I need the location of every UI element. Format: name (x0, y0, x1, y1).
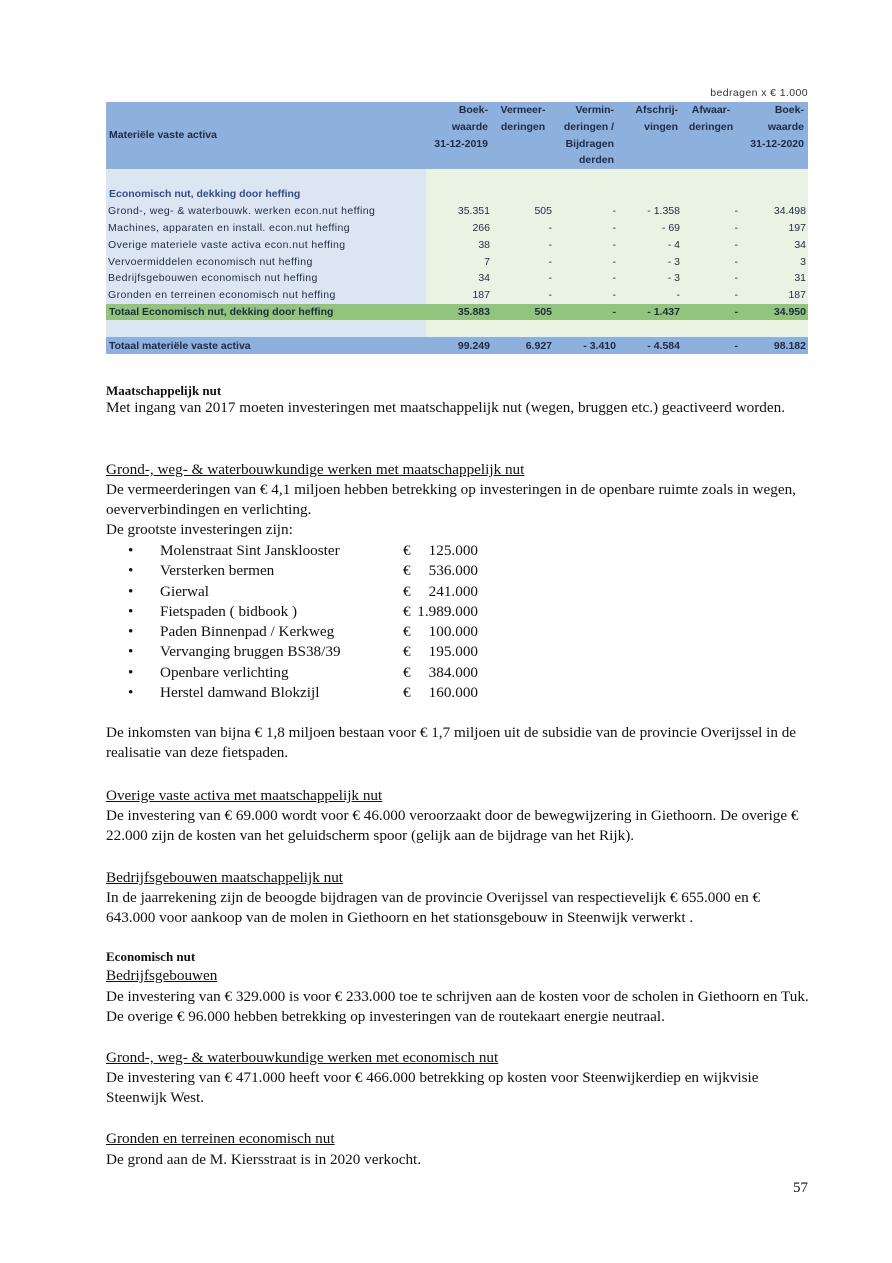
cell: - 3.410 (554, 337, 618, 354)
paragraph-grond: De vermeerderingen van € 4,1 miljoen hebben betrekking op investeringen in de openbare ruimte zoals in wegen, oeververbindingen en verlichting. (106, 481, 796, 519)
list-item (128, 642, 528, 662)
cell: - (682, 270, 740, 287)
cell: - 3 (618, 270, 682, 287)
subheading-econ-bedrijfsgebouwen: Bedrijfsgebouwen (106, 967, 218, 984)
list-item (128, 541, 528, 561)
item-name: Molenstraat Sint Jansklooster (160, 542, 340, 559)
cell: - 4 (618, 236, 682, 253)
cell: 35.883 (426, 304, 492, 321)
paragraph-gronden: De grond aan de M. Kiersstraat is in 2020 verkocht. (106, 1151, 422, 1168)
item-name: Paden Binnenpad / Kerkweg (160, 623, 335, 641)
header-cell: deringen (682, 119, 740, 136)
cell: 266 (426, 220, 492, 237)
item-amount: 160.000 (428, 684, 478, 702)
item-amount: 241.000 (428, 582, 478, 600)
list-item (128, 663, 528, 683)
item-amount: 536.000 (428, 562, 478, 580)
cell: 98.182 (740, 337, 808, 354)
euro-sign: € (403, 643, 411, 661)
subheading-grond: Grond-, weg- & waterbouwkundige werken met maatschappelijk nut (106, 461, 525, 478)
cell: - (492, 253, 554, 270)
header-cell: deringen / (554, 119, 618, 136)
bullet: • (128, 582, 134, 600)
cell: - (492, 220, 554, 237)
header-cell: Afschrij- (618, 102, 682, 119)
item-amount: 100.000 (428, 623, 478, 641)
header-cell: 31-12-2020 (740, 136, 808, 153)
header-cell (426, 152, 492, 169)
cell: 34 (426, 270, 492, 287)
spacer-row (106, 320, 808, 337)
row-label: Vervoermiddelen economisch nut heffing (106, 253, 426, 270)
table-row (106, 236, 808, 253)
paragraph-grootste: De grootste investeringen zijn: (106, 521, 293, 538)
header-cell: waarde (426, 119, 492, 136)
cell: 7 (426, 253, 492, 270)
cell: 38 (426, 236, 492, 253)
header-cell (618, 152, 682, 169)
cell: - (554, 203, 618, 220)
total-label: Totaal materiële vaste activa (106, 337, 426, 354)
units-note: bedragen x € 1.000 (710, 87, 808, 99)
paragraph-econ-bedrijfsgebouwen: De investering van € 329.000 is voor € 233.000 toe te schrijven aan de kosten voor de scholen in Giethoorn en Tuk. De overige € 96.000 hebben betrekking op investeringen van de routekaart energie neutraal. (106, 988, 809, 1026)
header-cell (682, 152, 740, 169)
cell: 34.950 (740, 304, 808, 321)
cell: 197 (740, 220, 808, 237)
subheading-bedrijfsgebouwen: Bedrijfsgebouwen maatschappelijk nut (106, 869, 344, 886)
subtotal-row (106, 304, 808, 321)
header-cell: waarde (740, 119, 808, 136)
cell: - (682, 337, 740, 354)
subheading-overige: Overige vaste activa met maatschappelijk nut (106, 787, 383, 804)
cell: - 1.437 (618, 304, 682, 321)
cell: 505 (492, 304, 554, 321)
cell: - (554, 287, 618, 304)
cell: - (682, 253, 740, 270)
cell: - (492, 287, 554, 304)
cell: - (682, 220, 740, 237)
cell: - 69 (618, 220, 682, 237)
cell: - (618, 287, 682, 304)
header-cell: derden (554, 152, 618, 169)
cell: 3 (740, 253, 808, 270)
bullet: • (128, 643, 134, 661)
item-amount: 1.989.000 (417, 602, 478, 620)
cell: 35.351 (426, 203, 492, 220)
item-name: Openbare verlichting (160, 663, 289, 681)
cell: - (492, 270, 554, 287)
row-label: Bedrijfsgebouwen economisch nut heffing (106, 270, 426, 287)
item-name: Gierwal (160, 582, 209, 600)
header-cell: deringen (492, 119, 554, 136)
euro-sign: € (403, 623, 411, 641)
table-header-row (106, 102, 808, 119)
header-cell: Vermeer- (492, 102, 554, 119)
item-name: Versterken bermen (160, 562, 275, 580)
list-item (128, 622, 528, 642)
table-row (106, 287, 808, 304)
paragraph-econ-grond: De investering van € 471.000 heeft voor € 466.000 betrekking op kosten voor Steenwijkerdiep en wijkvisie Steenwijk West. (106, 1069, 759, 1107)
page-number: 57 (793, 1180, 808, 1196)
cell: 31 (740, 270, 808, 287)
paragraph-overige: De investering van € 69.000 wordt voor € 46.000 veroorzaakt door de bewegwijzering in Giethoorn. De overige € 22.000 zijn de kosten van het geluidscherm spoor (gelijk aan de bijdrage van het Rijk). (106, 807, 799, 845)
item-name: Herstel damwand Blokzijl (160, 684, 320, 702)
table-row (106, 270, 808, 287)
total-row (106, 337, 808, 354)
section-heading-maatschappelijk: Maatschappelijk nut (106, 383, 222, 398)
row-label: Overige materiele vaste activa econ.nut heffing (106, 236, 426, 253)
paragraph-maatschappelijk: Met ingang van 2017 moeten investeringen met maatschappelijk nut (wegen, bruggen etc.) geactiveerd worden. (106, 399, 785, 416)
item-amount: 125.000 (428, 542, 478, 559)
table-row (106, 220, 808, 237)
investments-list (128, 541, 528, 703)
subheading-gronden: Gronden en terreinen economisch nut (106, 1130, 335, 1147)
paragraph-bedrijfsgebouwen: In de jaarrekening zijn de beoogde bijdragen van de provincie Overijssel van respectievelijk € 655.000 en € 643.000 voor aankoop van de molen in Giethoorn en het stationsgebouw in Steenwijk verwerkt . (106, 889, 761, 927)
cell: 99.249 (426, 337, 492, 354)
header-label: Materiële vaste activa (106, 102, 426, 169)
cell: 187 (740, 287, 808, 304)
cell: 187 (426, 287, 492, 304)
row-label: Gronden en terreinen economisch nut heffing (106, 287, 426, 304)
cell: - (554, 236, 618, 253)
euro-sign: € (403, 602, 411, 620)
header-cell: Boek- (426, 102, 492, 119)
cell: - (554, 253, 618, 270)
euro-sign: € (403, 542, 411, 559)
bullet: • (128, 542, 134, 559)
table-row (106, 253, 808, 270)
section-title: Economisch nut, dekking door heffing (106, 186, 426, 203)
cell: 34 (740, 236, 808, 253)
header-cell (492, 152, 554, 169)
cell: - (554, 270, 618, 287)
cell: - (682, 304, 740, 321)
list-item (128, 683, 528, 703)
header-cell: Bijdragen (554, 136, 618, 153)
bullet: • (128, 684, 134, 702)
header-cell (492, 136, 554, 153)
row-label: Machines, apparaten en install. econ.nut heffing (106, 220, 426, 237)
item-name: Vervanging bruggen BS38/39 (160, 643, 341, 661)
header-cell: Vermin- (554, 102, 618, 119)
section-heading-economisch: Economisch nut (106, 949, 196, 964)
cell: - (492, 236, 554, 253)
bullet: • (128, 663, 134, 681)
list-item (128, 561, 528, 581)
cell: - (682, 287, 740, 304)
cell: - 1.358 (618, 203, 682, 220)
bullet: • (128, 623, 134, 641)
euro-sign: € (403, 582, 411, 600)
cell: 34.498 (740, 203, 808, 220)
header-cell (740, 152, 808, 169)
header-cell (618, 136, 682, 153)
cell: - (682, 236, 740, 253)
cell: - 3 (618, 253, 682, 270)
row-label: Grond-, weg- & waterbouwk. werken econ.nut heffing (106, 203, 426, 220)
subtotal-label: Totaal Economisch nut, dekking door heffing (106, 304, 426, 321)
cell: - (682, 203, 740, 220)
item-name: Fietspaden ( bidbook ) (160, 602, 298, 620)
header-cell: Boek- (740, 102, 808, 119)
euro-sign: € (403, 684, 411, 702)
cell: - (554, 304, 618, 321)
cell: 6.927 (492, 337, 554, 354)
euro-sign: € (403, 663, 411, 681)
list-item (128, 602, 528, 622)
item-amount: 384.000 (428, 663, 478, 681)
item-amount: 195.000 (428, 643, 478, 661)
bullet: • (128, 602, 134, 620)
table-row (106, 203, 808, 220)
spacer-row (106, 169, 808, 186)
activa-table (106, 102, 808, 354)
paragraph-inkomsten: De inkomsten van bijna € 1,8 miljoen bestaan voor € 1,7 miljoen uit de subsidie van de provincie Overijssel in de realisatie van deze fietspaden. (106, 724, 797, 762)
section-title-row (106, 186, 808, 203)
bullet: • (128, 562, 134, 580)
subheading-econ-grond: Grond-, weg- & waterbouwkundige werken met economisch nut (106, 1049, 499, 1066)
euro-sign: € (403, 562, 411, 580)
list-item (128, 582, 528, 602)
cell: 505 (492, 203, 554, 220)
header-cell: vingen (618, 119, 682, 136)
header-cell: 31-12-2019 (426, 136, 492, 153)
cell: - (554, 220, 618, 237)
header-cell (682, 136, 740, 153)
header-cell: Afwaar- (682, 102, 740, 119)
cell: - 4.584 (618, 337, 682, 354)
